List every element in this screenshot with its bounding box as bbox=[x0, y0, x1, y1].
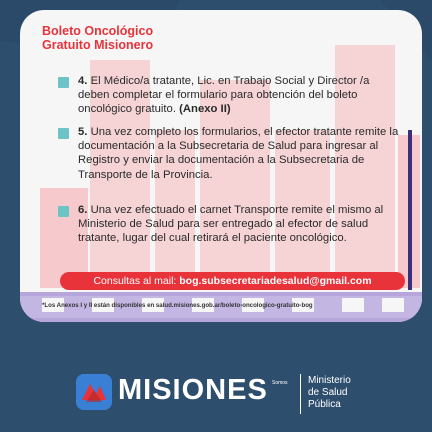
title-line-2: Gratuito Misionero bbox=[42, 38, 154, 52]
step-body: El Médico/a tratante, Lic. en Trabajo Social y Director /a deben completar el formulario para obtención del boleto oncológico gratuito. bbox=[78, 75, 370, 116]
step-annex-ref: (Anexo II) bbox=[179, 103, 231, 116]
ministry-line-2: de Salud bbox=[308, 387, 348, 398]
step-item-6 bbox=[58, 203, 403, 246]
info-card bbox=[20, 10, 422, 322]
brand-suffix: Somos bbox=[272, 380, 288, 386]
contact-email-link[interactable]: bog.subsecretariadesalud@gmail.com bbox=[179, 275, 372, 287]
step-number: 4. bbox=[78, 75, 88, 87]
brand-wordmark: MISIONES bbox=[118, 374, 268, 406]
footer-divider bbox=[300, 374, 301, 414]
step-number: 5. bbox=[78, 126, 88, 138]
step-number: 6. bbox=[78, 204, 88, 216]
step-body: Una vez completo los formularios, el efector tratante remite la documentación a la Subsecretaria de Salud para ingresar al Registro y enviar la documentación a la Subsecretaria de Transporte de la Provincia. bbox=[78, 126, 399, 181]
step-text bbox=[78, 203, 403, 246]
ministry-line-3: Pública bbox=[308, 399, 341, 410]
teal-square-bullet-icon bbox=[58, 128, 69, 139]
step-text bbox=[78, 125, 403, 182]
step-body: Una vez efectuado el carnet Transporte remite el mismo al Ministerio de Salud para ser entregado al efector de salud tratante, lugar del cual retirará el paciente oncológico. bbox=[78, 204, 384, 245]
ministry-label bbox=[308, 375, 351, 411]
step-text bbox=[78, 74, 403, 117]
step-item-4 bbox=[58, 74, 403, 117]
step-item-5 bbox=[58, 125, 403, 182]
title-line-1: Boleto Oncológico bbox=[42, 24, 154, 38]
misiones-logo-icon bbox=[76, 374, 112, 410]
annex-footnote: *Los Anexos I y II están disponibles en salud.misiones.gob.ar/boleto-oncologico-gratuito-bog bbox=[42, 302, 313, 309]
contact-label: Consultas al mail: bbox=[93, 275, 177, 287]
contact-email-pill[interactable] bbox=[60, 272, 405, 290]
card-title bbox=[42, 24, 153, 52]
teal-square-bullet-icon bbox=[58, 77, 69, 88]
teal-square-bullet-icon bbox=[58, 206, 69, 217]
ministry-line-1: Ministerio bbox=[308, 375, 351, 386]
